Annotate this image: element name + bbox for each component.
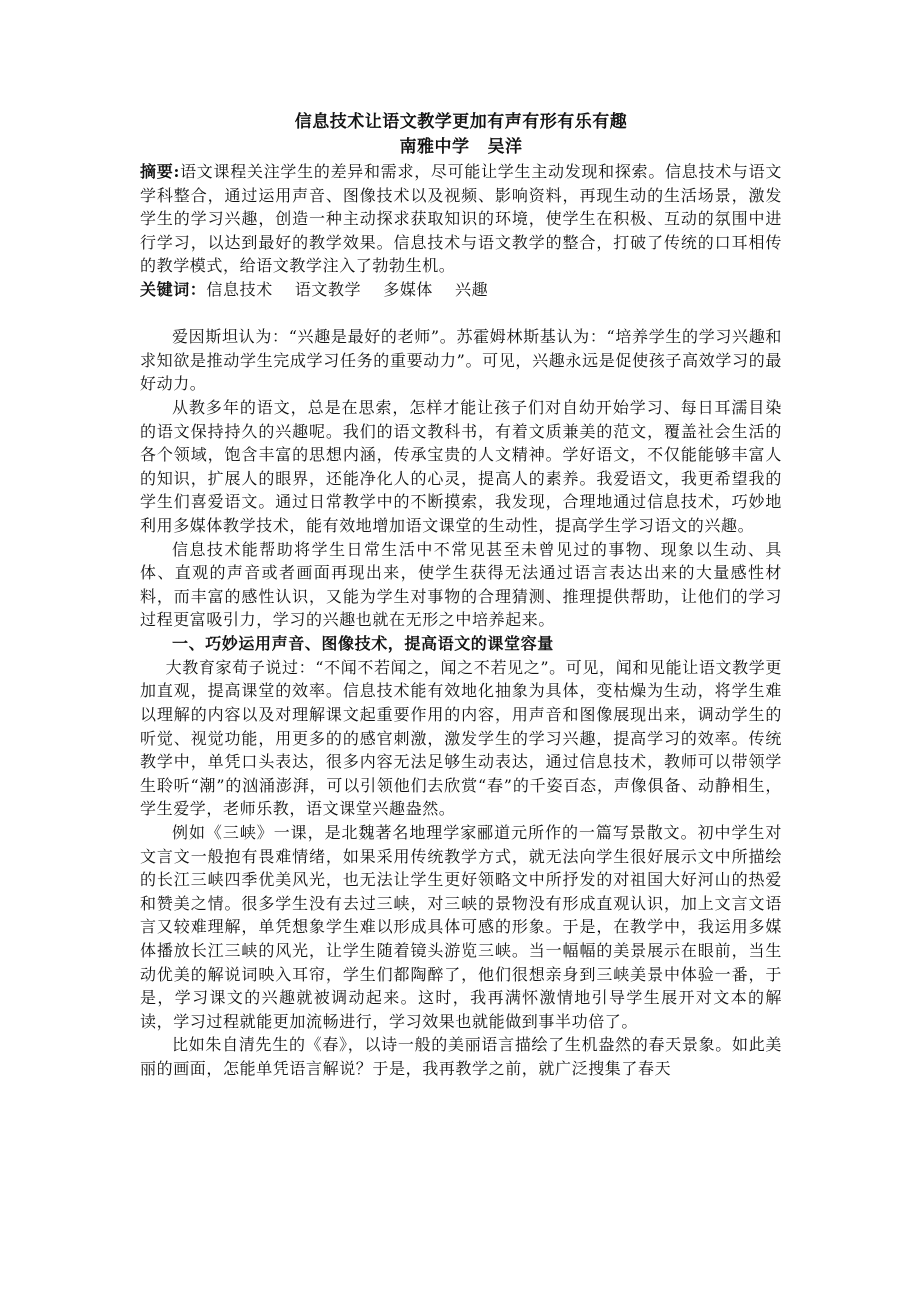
keyword-item: 信息技术 <box>206 279 273 299</box>
author-line <box>140 135 782 160</box>
keywords-label: 关键词： <box>140 279 207 299</box>
keyword-item: 多媒体 <box>383 279 434 299</box>
body-paragraph: 大教育家荀子说过：“不闻不若闻之，闻之不若见之”。可见，闻和见能让语文教学更加直观，提高课堂的效率。信息技术能有效地化抽象为具体，变枯燥为生动，将学生难以理解的内容以及对理解课文起重要作用的内容，用声音和图像展现出来，调动学生的听觉、视觉功能，用更多的的感官刺激，激发学生的学习兴趣，提高学习的效率。传统教学中，单凭口头表达，很多内容无法足够生动表达，通过信息技术，教师可以带领学生聆听“潮”的汹涌澎湃，可以引领他们去欣赏“春”的千姿百态，声像俱备、动静相生，学生爱学，老师乐教，语文课堂兴趣盎然。 <box>140 657 782 819</box>
body-paragraph: 从教多年的语文，总是在思索，怎样才能让孩子们对自幼开始学习、每日耳濡目染的语文保持持久的兴趣呢。我们的语文教科书，有着文质兼美的范文，覆盖社会生活的各个领域，饱含丰富的思想内涵，传承宝贵的人文精神。学好语文，不仅能能够丰富人的知识，扩展人的眼界，还能净化人的心灵，提高人的素养。我爱语文，我更希望我的学生们喜爱语文。通过日常教学中的不断摸索，我发现，合理地通过信息技术，巧妙地利用多媒体教学技术，能有效地增加语文课堂的生动性，提高学生学习语文的兴趣。 <box>140 397 782 535</box>
document-title: 信息技术让语文教学更加有声有形有乐有趣 <box>294 112 628 132</box>
abstract <box>140 160 782 278</box>
blank-line <box>140 302 782 326</box>
section-heading: 一、巧妙运用声音、图像技术，提高语文的课堂容量 <box>172 633 554 653</box>
keyword-item: 兴趣 <box>455 279 489 299</box>
keywords <box>140 278 782 302</box>
abstract-label: 摘要: <box>140 162 180 181</box>
author-name: 吴洋 <box>487 137 523 157</box>
body-paragraph: 例如《三峡》一课，是北魏著名地理学家郦道元所作的一篇写景散文。初中学生对文言文一般抱有畏难情绪，如果采用传统教学方式，就无法向学生很好展示文中所描绘的长江三峡四季优美风光，也无法让学生更好领略文中所抒发的对祖国大好河山的热爱和赞美之情。很多学生没有去过三峡，对三峡的景物没有形成直观认识，加上文言文语言又较难理解，单凭想象学生难以形成具体可感的形象。于是，在教学中，我运用多媒体播放长江三峡的风光，让学生随着镜头游览三峡。当一幅幅的美景展示在眼前，当生动优美的解说词映入耳帘，学生们都陶醉了，他们很想亲身到三峡美景中体验一番，于是，学习课文的兴趣就被调动起来。这时，我再满怀激情地引导学生展开对文本的解读，学习过程就能更加流畅进行，学习效果也就能做到事半功倍了。 <box>140 823 782 1031</box>
body-paragraph: 信息技术能帮助将学生日常生活中不常见甚至未曾见过的事物、现象以生动、具体、直观的声音或者画面再现出来，使学生获得无法通过语言表达出来的大量感性材料，而丰富的感性认识，又能为学生对事物的合理猜测、推理提供帮助，让他们的学习过程更富吸引力，学习的兴趣也就在无形之中培养起来。 <box>140 539 782 630</box>
abstract-text: 语文课程关注学生的差异和需求，尽可能让学生主动发现和探索。信息技术与语文学科整合，通过运用声音、图像技术以及视频、影响资料，再现生动的生活场景，激发学生的学习兴趣，创造一种主动探求获取知识的环境，使学生在积极、互动的氛围中进行学习，以达到最好的教学效果。信息技术与语文教学的整合，打破了传统的口耳相传的教学模式，给语文教学注入了勃勃生机。 <box>140 162 782 276</box>
author-school: 南雅中学 <box>399 137 470 157</box>
document-page <box>140 110 782 1081</box>
body-paragraph: 爱因斯坦认为：“兴趣是最好的老师”。苏霍姆林斯基认为：“培养学生的学习兴趣和求知欲是推动学生完成学习任务的重要动力”。可见，兴趣永远是促使孩子高效学习的最好动力。 <box>140 327 782 394</box>
keyword-item: 语文教学 <box>294 279 362 299</box>
body-paragraph: 比如朱自清先生的《春》，以诗一般的美丽语言描绘了生机盎然的春天景象。如此美丽的画面，怎能单凭语言解说？于是，我再教学之前，就广泛搜集了春天 <box>140 1035 782 1078</box>
